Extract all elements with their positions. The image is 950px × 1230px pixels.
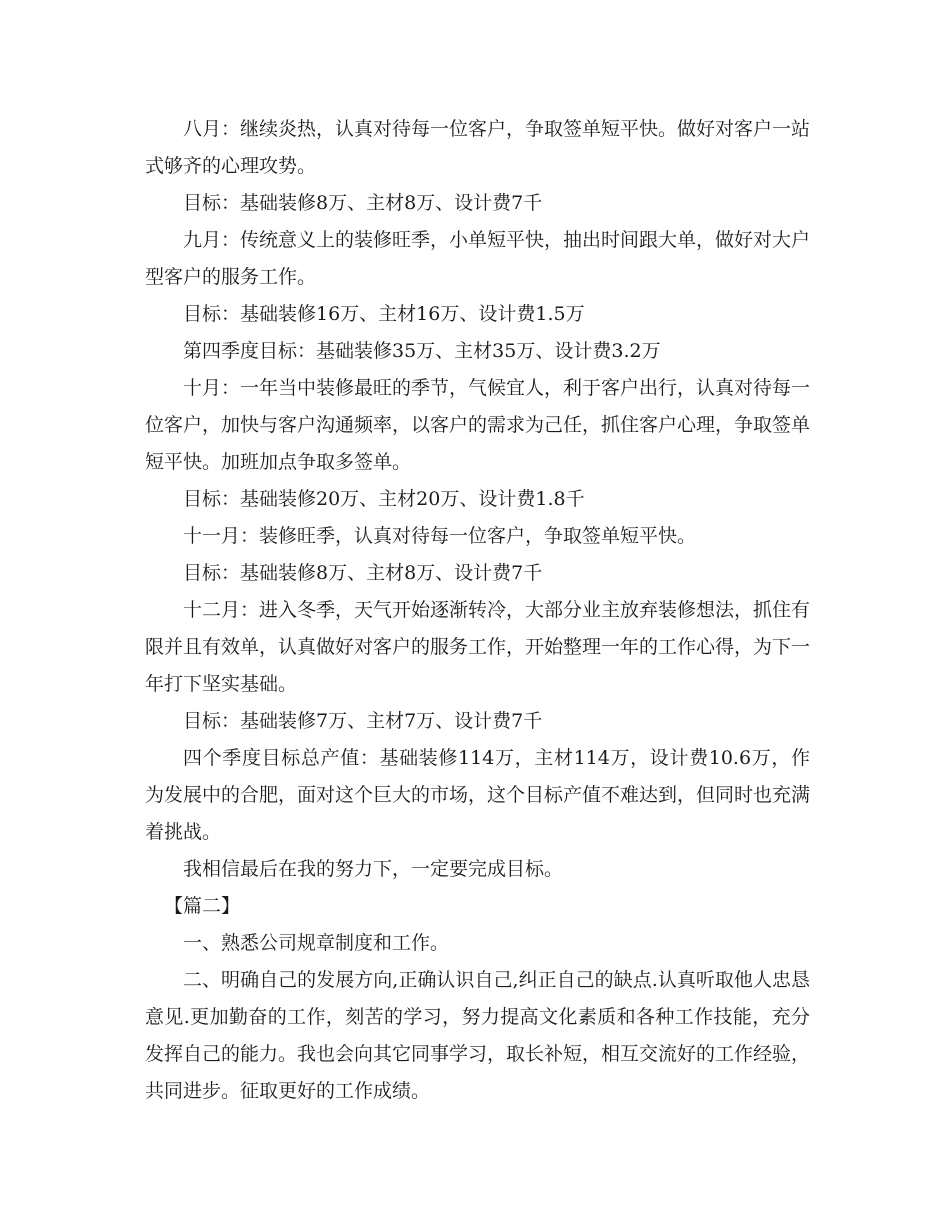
paragraph-september-target: 目标：基础装修16万、主材16万、设计费1.5万 — [183, 303, 585, 325]
paragraph-august: 八月：继续炎热，认真对待每一位客户，争取签单短平快。做好对客户一站式够齐的心理攻势。 — [145, 118, 811, 177]
paragraph-q4-target: 第四季度目标：基础装修35万、主材35万、设计费3.2万 — [183, 340, 661, 362]
paragraph-october-target: 目标：基础装修20万、主材20万、设计费1.8千 — [183, 488, 585, 510]
paragraph-december-target: 目标：基础装修7万、主材7万、设计费7千 — [183, 710, 543, 732]
paragraph-november-target: 目标：基础装修8万、主材8万、设计费7千 — [183, 562, 543, 584]
paragraph-item-one: 一、熟悉公司规章制度和工作。 — [183, 932, 450, 954]
document-body — [145, 111, 810, 1110]
paragraph-august-target: 目标：基础装修8万、主材8万、设计费7千 — [183, 192, 543, 214]
paragraph-september: 九月：传统意义上的装修旺季，小单短平快，抽出时间跟大单，做好对大户型客户的服务工作。 — [145, 229, 811, 288]
paragraph-annual-total: 四个季度目标总产值：基础装修114万，主材114万，设计费10.6万，作为发展中的合肥，面对这个巨大的市场，这个目标产值不难达到，但同时也充满着挑战。 — [145, 747, 811, 843]
paragraph-conclusion: 我相信最后在我的努力下，一定要完成目标。 — [183, 858, 564, 880]
paragraph-october: 十月：一年当中装修最旺的季节，气候宜人，利于客户出行，认真对待每一位客户，加快与客户沟通频率，以客户的需求为己任，抓住客户心理，争取签单短平快。加班加点争取多签单。 — [145, 377, 811, 473]
paragraph-december: 十二月：进入冬季，天气开始逐渐转冷，大部分业主放弃装修想法，抓住有限并且有效单，认真做好对客户的服务工作，开始整理一年的工作心得，为下一年打下坚实基础。 — [145, 599, 811, 695]
section-heading-part-two: 【篇二】 — [164, 895, 241, 917]
paragraph-november: 十一月：装修旺季，认真对待每一位客户，争取签单短平快。 — [183, 525, 697, 547]
paragraph-item-two: 二、明确自己的发展方向,正确认识自己,纠正自己的缺点.认真听取他人忠恳意见.更加勤奋的工作，刻苦的学习，努力提高文化素质和各种工作技能，充分发挥自己的能力。我也会向其它同事学习，取长补短，相互交流好的工作经验，共同进步。征取更好的工作成绩。 — [145, 969, 811, 1102]
